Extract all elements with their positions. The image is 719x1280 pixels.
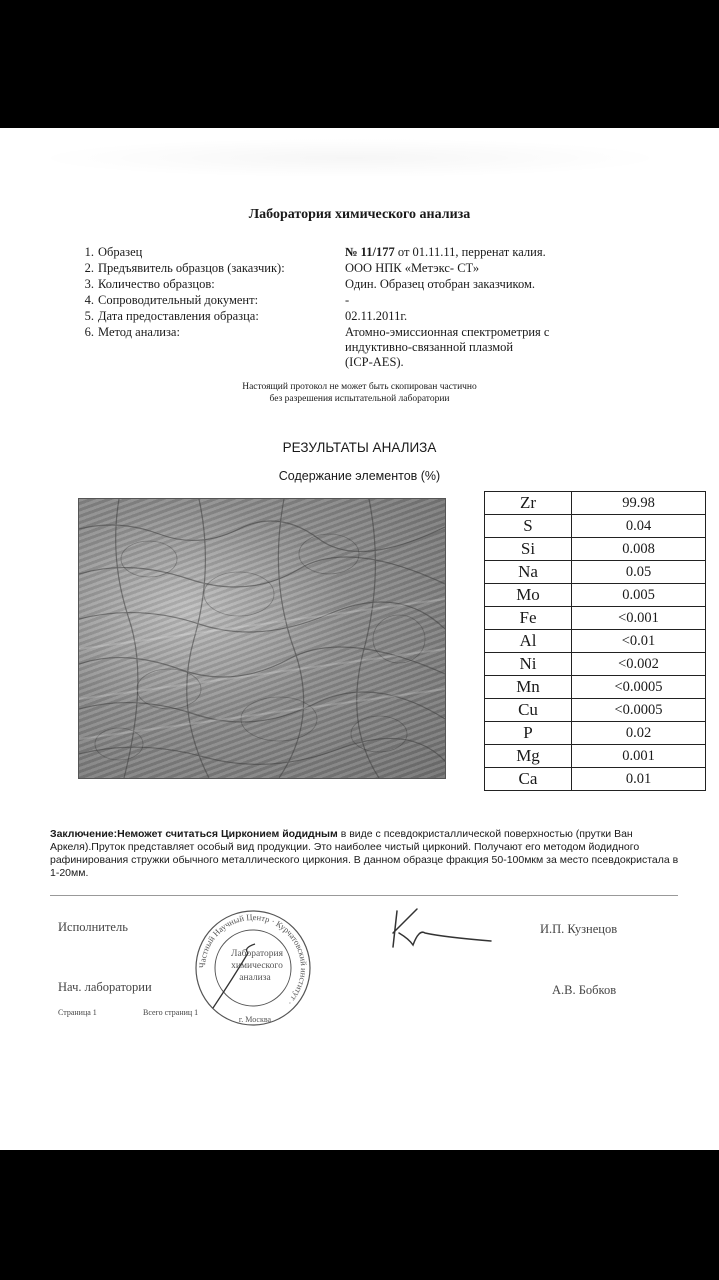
info-number: 2.	[84, 261, 94, 275]
element-symbol: Mn	[485, 676, 572, 699]
sample-description: от 01.11.11, перренат калия.	[394, 245, 546, 259]
element-row	[485, 607, 706, 630]
element-row	[485, 653, 706, 676]
element-symbol: P	[485, 722, 572, 745]
info-label: Сопроводительный документ:	[98, 293, 259, 307]
element-row	[485, 722, 706, 745]
element-content: <0.0005	[572, 676, 706, 699]
stamp-center-text: Лаборатория	[231, 949, 283, 959]
stamp-center-text: химического	[231, 961, 283, 971]
conclusion-text: в виде с псевдокристаллической поверхностью (прутки Ван Аркеля).Пруток представляет особый вид продукции. Это наиболее чистый цирконий. Получают его методом йодидного рафинирования стружки обычного металлического циркония. В данном образце фракция 50-100мкм за место псевдокристала в 1-20мм.	[50, 828, 679, 879]
element-row	[485, 561, 706, 584]
element-symbol: Si	[485, 538, 572, 561]
element-row	[485, 515, 706, 538]
stamp-ring-text: Частный Научный Центр · Курчатовский институт ·	[196, 911, 310, 1008]
info-row-sample	[0, 244, 719, 260]
method-line: Атомно-эмиссионная спектрометрия с	[345, 325, 550, 339]
element-content: 0.01	[572, 768, 706, 791]
page-label: Страница 1	[58, 1008, 97, 1017]
element-symbol: S	[485, 515, 572, 538]
conclusion-verdict: Неможет считаться Цирконием йодидным	[117, 828, 338, 840]
element-symbol: Mg	[485, 745, 572, 768]
elements-table	[484, 491, 706, 791]
microstructure-photo	[78, 498, 446, 779]
document-page	[0, 128, 719, 1150]
element-content: <0.001	[572, 607, 706, 630]
notice-line: без разрешения испытательной лаборатории	[269, 394, 450, 404]
element-content: <0.01	[572, 630, 706, 653]
info-row-date	[0, 308, 719, 324]
executor-name: И.П. Кузнецов	[540, 922, 618, 936]
method-value	[345, 325, 549, 370]
element-row	[485, 630, 706, 653]
element-row	[485, 699, 706, 722]
head-label: Нач. лаборатории	[58, 980, 152, 994]
document-title: Лаборатория химического анализа	[248, 207, 471, 222]
conclusion	[50, 828, 680, 880]
info-label: Дата предоставления образца:	[98, 309, 259, 323]
element-content: 0.02	[572, 722, 706, 745]
element-row	[485, 492, 706, 515]
element-row	[485, 584, 706, 607]
stamp-center-text: анализа	[239, 973, 271, 983]
info-row-accompanying-doc	[0, 292, 719, 308]
element-row	[485, 538, 706, 561]
conclusion-prefix: Заключение:	[50, 828, 118, 840]
laboratory-stamp	[193, 908, 313, 1033]
element-symbol: Ni	[485, 653, 572, 676]
results-title: РЕЗУЛЬТАТЫ АНАЛИЗА	[282, 440, 437, 455]
element-symbol: Ca	[485, 768, 572, 791]
copy-notice	[0, 381, 719, 405]
element-content: <0.002	[572, 653, 706, 676]
info-number: 1.	[84, 245, 94, 259]
info-number: 6.	[84, 325, 94, 339]
info-number: 3.	[84, 277, 94, 291]
info-value: Один. Образец отобран заказчиком.	[345, 277, 536, 291]
info-number: 4.	[84, 293, 94, 307]
element-content: 0.005	[572, 584, 706, 607]
method-line: индуктивно-связанной плазмой	[345, 340, 514, 354]
info-number: 5.	[84, 309, 94, 323]
element-row	[485, 745, 706, 768]
handwritten-signature	[383, 903, 503, 958]
info-value: -	[345, 293, 350, 307]
element-row	[485, 676, 706, 699]
method-line: (ICP-AES).	[345, 355, 404, 369]
info-label: Метод анализа:	[98, 325, 180, 339]
info-label: Образец	[98, 245, 143, 259]
element-symbol: Cu	[485, 699, 572, 722]
info-row-customer	[0, 260, 719, 276]
info-value	[345, 244, 546, 260]
info-label: Количество образцов:	[98, 277, 215, 291]
element-content: <0.0005	[572, 699, 706, 722]
element-symbol: Fe	[485, 607, 572, 630]
info-value: 02.11.2011г.	[345, 309, 408, 323]
sample-number: № 11/177	[345, 245, 395, 259]
scan-smudge	[30, 138, 670, 178]
head-name: А.В. Бобков	[552, 983, 617, 997]
info-value: ООО НПК «Метэкс- СТ»	[345, 261, 480, 275]
notice-line: Настоящий протокол не может быть скопирован частично	[242, 382, 477, 392]
divider	[50, 895, 678, 896]
element-row	[485, 768, 706, 791]
element-content: 99.98	[572, 492, 706, 515]
total-pages-label: Всего страниц 1	[143, 1008, 199, 1017]
element-symbol: Mo	[485, 584, 572, 607]
info-row-quantity	[0, 276, 719, 292]
element-symbol: Zr	[485, 492, 572, 515]
element-content: 0.001	[572, 745, 706, 768]
content-title: Содержание элементов (%)	[278, 469, 441, 483]
element-content: 0.05	[572, 561, 706, 584]
grain-texture	[79, 499, 445, 778]
element-content: 0.008	[572, 538, 706, 561]
info-label: Предъявитель образцов (заказчик):	[98, 261, 285, 275]
element-symbol: Al	[485, 630, 572, 653]
executor-label: Исполнитель	[58, 920, 128, 934]
stamp-city-text: г. Москва	[238, 1015, 272, 1024]
element-content: 0.04	[572, 515, 706, 538]
element-symbol: Na	[485, 561, 572, 584]
